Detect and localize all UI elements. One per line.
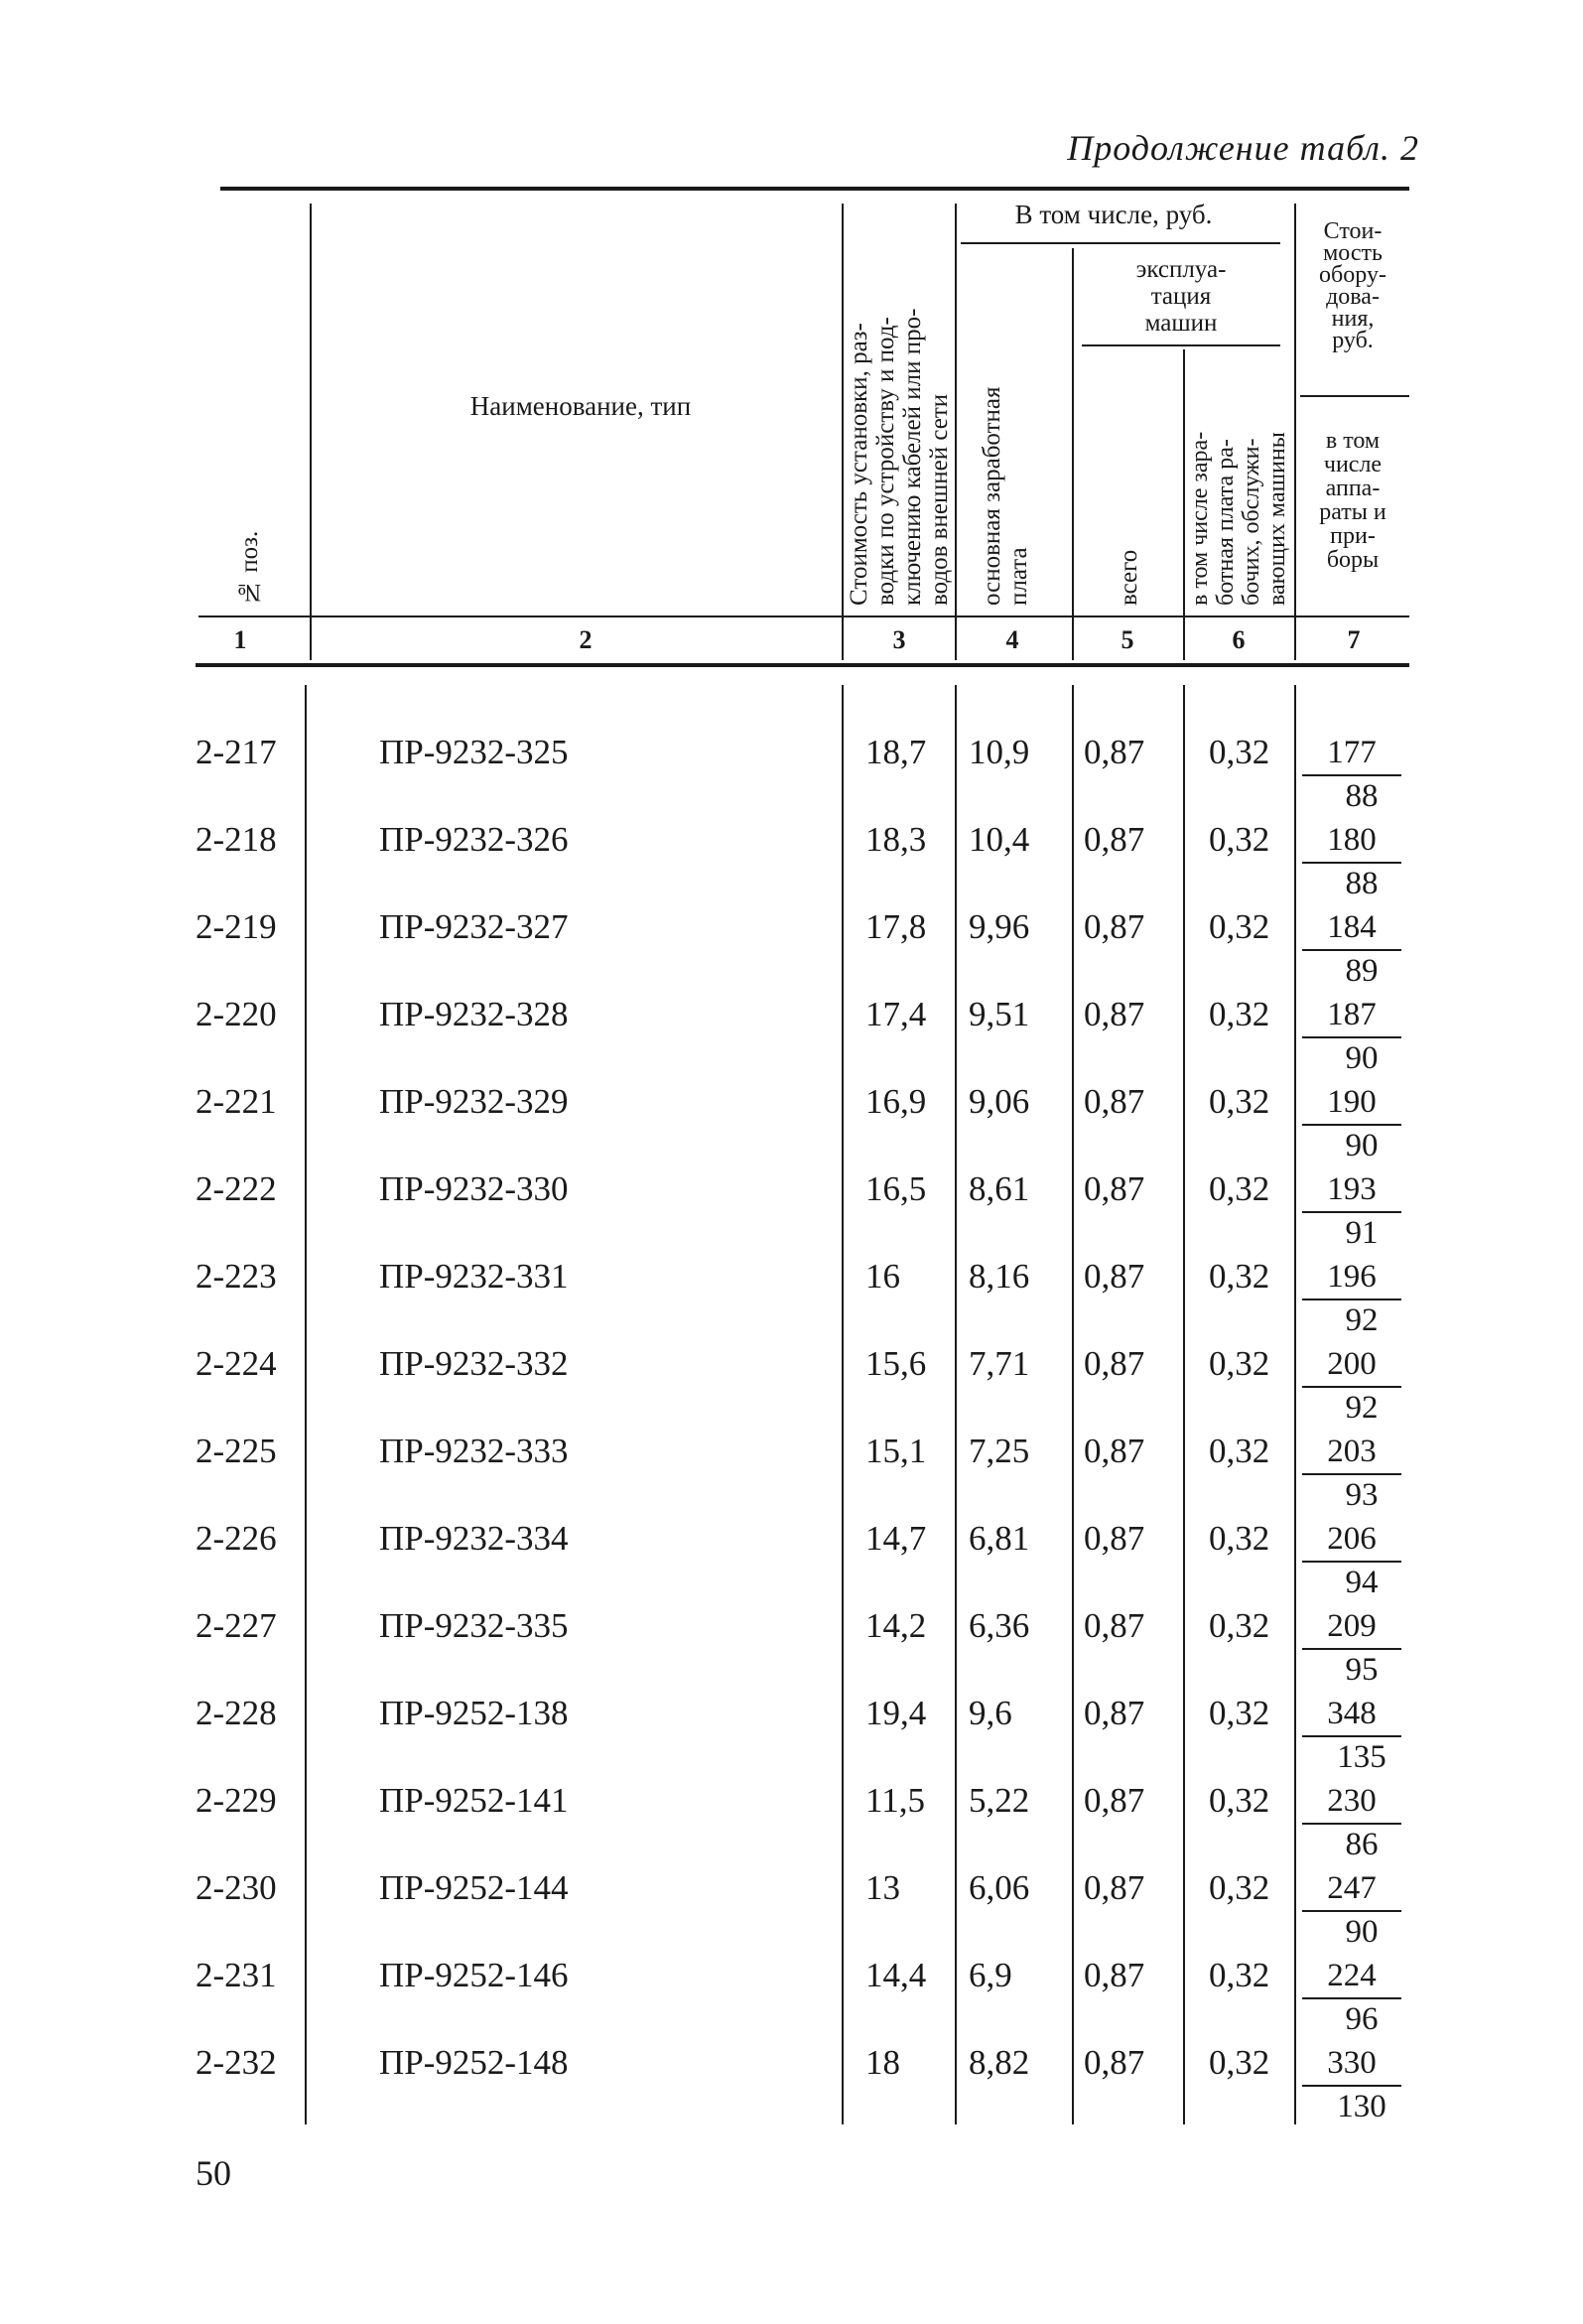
body-divider-3 (955, 685, 957, 2124)
column-number-6: 6 (1232, 625, 1246, 654)
cell-name-type: ПР-9232-329 (379, 1082, 569, 1121)
cell-base-wage: 7,25 (969, 1432, 1030, 1470)
cell-install-cost: 17,8 (865, 907, 927, 946)
cell-name-type: ПР-9232-335 (379, 1606, 569, 1645)
cell-equipment-including: 90 (1345, 1128, 1379, 1163)
cell-machine-total: 0,87 (1084, 733, 1145, 771)
cell-install-cost: 14,4 (865, 1956, 927, 1994)
cell-equipment-cost: 206 (1327, 1521, 1377, 1557)
cell-machine-wage: 0,32 (1209, 1868, 1270, 1907)
cell-position: 2-226 (196, 1519, 277, 1558)
cell-equipment-cost: 348 (1327, 1696, 1377, 1731)
cell-base-wage: 10,4 (969, 820, 1030, 859)
cell-machine-wage: 0,32 (1209, 1519, 1270, 1558)
column-number-1: 1 (233, 625, 247, 654)
cell-install-cost: 14,2 (865, 1606, 927, 1645)
header-equipment-cost: Стои- мость обору- дова- ния, руб. (1319, 218, 1386, 353)
cell-name-type: ПР-9232-326 (379, 820, 569, 859)
cell-name-type: ПР-9252-141 (379, 1781, 569, 1820)
cell-equipment-including: 96 (1345, 2001, 1379, 2037)
cell-base-wage: 6,06 (969, 1868, 1030, 1907)
cell-equipment-including: 88 (1345, 866, 1379, 901)
fraction-line (1302, 949, 1401, 951)
cell-equipment-cost: 187 (1327, 997, 1377, 1032)
cell-machine-wage: 0,32 (1209, 1956, 1270, 1994)
header-machine-wage: в том числе зара- ботная плата ра- бочих, обслужи- вающих машины (1187, 431, 1290, 606)
body-divider-5 (1183, 685, 1185, 2124)
cell-equipment-cost: 177 (1327, 735, 1377, 770)
body-divider-6 (1294, 685, 1296, 2124)
fraction-line (1302, 1473, 1401, 1475)
cell-machine-total: 0,87 (1084, 1606, 1145, 1645)
cell-name-type: ПР-9232-325 (379, 733, 569, 771)
cell-machine-wage: 0,32 (1209, 1606, 1270, 1645)
cell-base-wage: 7,71 (969, 1344, 1030, 1383)
cell-position: 2-223 (196, 1257, 277, 1296)
cell-equipment-cost: 200 (1327, 1346, 1377, 1382)
cell-base-wage: 8,16 (969, 1257, 1030, 1296)
body-divider-2 (842, 685, 844, 2124)
cell-machine-total: 0,87 (1084, 1956, 1145, 1994)
cell-install-cost: 14,7 (865, 1519, 927, 1558)
cell-equipment-including: 86 (1345, 1827, 1379, 1862)
cell-equipment-including: 88 (1345, 778, 1379, 814)
cell-equipment-including: 130 (1337, 2089, 1386, 2124)
cell-equipment-cost: 184 (1327, 909, 1377, 945)
cell-machine-total: 0,87 (1084, 1868, 1145, 1907)
header-divider-6 (1294, 204, 1296, 660)
cell-machine-wage: 0,32 (1209, 1694, 1270, 1732)
header-divider-3 (955, 204, 957, 660)
cell-install-cost: 18,3 (865, 820, 927, 859)
column-number-2: 2 (579, 625, 593, 654)
cell-machine-total: 0,87 (1084, 1169, 1145, 1208)
cell-equipment-including: 91 (1345, 1215, 1379, 1251)
column-number-4: 4 (1005, 625, 1019, 654)
body-divider-1 (305, 685, 307, 2124)
page-number: 50 (196, 2153, 231, 2193)
cell-equipment-including: 92 (1345, 1390, 1379, 1426)
cell-equipment-including: 93 (1345, 1477, 1379, 1513)
fraction-line (1302, 2085, 1401, 2087)
cell-base-wage: 9,06 (969, 1082, 1030, 1121)
header-column-number-rule (198, 615, 1409, 617)
cell-name-type: ПР-9252-148 (379, 2043, 569, 2082)
cell-base-wage: 6,9 (969, 1956, 1012, 1994)
cell-name-type: ПР-9232-328 (379, 995, 569, 1033)
cell-machine-wage: 0,32 (1209, 1432, 1270, 1470)
fraction-line (1302, 1211, 1401, 1213)
cell-equipment-including: 92 (1345, 1302, 1379, 1338)
cell-equipment-cost: 230 (1327, 1783, 1377, 1819)
cell-machine-wage: 0,32 (1209, 907, 1270, 946)
cell-position: 2-219 (196, 907, 277, 946)
fraction-line (1302, 1561, 1401, 1563)
fraction-line (1302, 1386, 1401, 1388)
header-divider-5 (1183, 349, 1185, 660)
fraction-line (1302, 1823, 1401, 1825)
cell-position: 2-227 (196, 1606, 277, 1645)
cell-equipment-including: 89 (1345, 953, 1379, 989)
header-equipment-including: в том числе аппа- раты и при- боры (1319, 428, 1386, 573)
cell-name-type: ПР-9232-327 (379, 907, 569, 946)
cell-machine-total: 0,87 (1084, 1432, 1145, 1470)
cell-equipment-including: 90 (1345, 1914, 1379, 1950)
header-name-type: Наименование, тип (469, 391, 692, 421)
cell-machine-wage: 0,32 (1209, 1344, 1270, 1383)
cell-machine-total: 0,87 (1084, 1257, 1145, 1296)
cell-position: 2-228 (196, 1694, 277, 1732)
cell-base-wage: 9,96 (969, 907, 1030, 946)
cell-name-type: ПР-9232-334 (379, 1519, 569, 1558)
cell-equipment-including: 94 (1345, 1565, 1379, 1600)
cell-machine-wage: 0,32 (1209, 2043, 1270, 2082)
cell-machine-total: 0,87 (1084, 995, 1145, 1033)
cell-equipment-including: 90 (1345, 1040, 1379, 1076)
cell-install-cost: 19,4 (865, 1694, 927, 1732)
cell-base-wage: 5,22 (969, 1781, 1030, 1820)
cell-equipment-cost: 330 (1327, 2045, 1377, 2081)
cell-name-type: ПР-9252-146 (379, 1956, 569, 1994)
cell-base-wage: 8,82 (969, 2043, 1030, 2082)
fraction-line (1302, 1299, 1401, 1300)
cell-name-type: ПР-9232-330 (379, 1169, 569, 1208)
header-base-wage: основная заработная плата (979, 386, 1032, 606)
header-including-rub: В том числе, руб. (1014, 200, 1213, 229)
fraction-line (1302, 1997, 1401, 1999)
cell-base-wage: 9,51 (969, 995, 1030, 1033)
cell-install-cost: 15,1 (865, 1432, 927, 1470)
cell-equipment-cost: 209 (1327, 1608, 1377, 1644)
cell-position: 2-220 (196, 995, 277, 1033)
cell-name-type: ПР-9232-332 (379, 1344, 569, 1383)
header-divider-1 (310, 204, 312, 660)
header-divider-4 (1072, 248, 1074, 660)
cell-equipment-cost: 196 (1327, 1259, 1377, 1295)
header-bottom-rule (196, 663, 1409, 667)
cell-position: 2-218 (196, 820, 277, 859)
cell-install-cost: 18 (865, 2043, 900, 2082)
cell-base-wage: 10,9 (969, 733, 1030, 771)
cell-position: 2-232 (196, 2043, 277, 2082)
cell-position: 2-230 (196, 1868, 277, 1907)
body-divider-4 (1072, 685, 1074, 2124)
cell-machine-total: 0,87 (1084, 2043, 1145, 2082)
cell-install-cost: 13 (865, 1868, 900, 1907)
cell-machine-total: 0,87 (1084, 1344, 1145, 1383)
fraction-line (1302, 1124, 1401, 1126)
cell-position: 2-222 (196, 1169, 277, 1208)
cell-equipment-cost: 180 (1327, 822, 1377, 858)
column-number-7: 7 (1347, 625, 1361, 654)
cell-install-cost: 18,7 (865, 733, 927, 771)
cell-base-wage: 8,61 (969, 1169, 1030, 1208)
column-number-3: 3 (892, 625, 906, 654)
header-position-number: № поз. (236, 530, 263, 606)
cell-position: 2-224 (196, 1344, 277, 1383)
cell-machine-wage: 0,32 (1209, 820, 1270, 859)
header-install-cost: Стоимость установки, раз- водки по устройству и под- ключению кабелей или про- водов внешней сети (846, 308, 953, 606)
header-machine-total: всего (1116, 549, 1142, 606)
cell-machine-total: 0,87 (1084, 907, 1145, 946)
cell-position: 2-231 (196, 1956, 277, 1994)
cell-position: 2-217 (196, 733, 277, 771)
cell-machine-wage: 0,32 (1209, 995, 1270, 1033)
cell-equipment-cost: 203 (1327, 1434, 1377, 1469)
cell-equipment-cost: 247 (1327, 1870, 1377, 1906)
fraction-line (1302, 774, 1401, 776)
cell-base-wage: 9,6 (969, 1694, 1012, 1732)
fraction-line (1302, 1910, 1401, 1912)
cell-base-wage: 6,81 (969, 1519, 1030, 1558)
table-continuation-title: Продолжение табл. 2 (1067, 128, 1419, 168)
header-machine-operation: эксплуа- тация машин (1135, 256, 1227, 337)
machine-subrule (1082, 344, 1280, 346)
equipment-subrule (1300, 395, 1409, 397)
cell-machine-wage: 0,32 (1209, 1781, 1270, 1820)
cell-machine-total: 0,87 (1084, 1519, 1145, 1558)
cell-base-wage: 6,36 (969, 1606, 1030, 1645)
fraction-line (1302, 1648, 1401, 1650)
cell-install-cost: 16 (865, 1257, 900, 1296)
cell-machine-total: 0,87 (1084, 1781, 1145, 1820)
cell-machine-wage: 0,32 (1209, 733, 1270, 771)
cell-equipment-cost: 224 (1327, 1958, 1377, 1993)
column-number-5: 5 (1121, 625, 1134, 654)
cell-install-cost: 16,5 (865, 1169, 927, 1208)
cell-position: 2-225 (196, 1432, 277, 1470)
cell-machine-wage: 0,32 (1209, 1082, 1270, 1121)
cell-equipment-including: 95 (1345, 1652, 1379, 1688)
cell-machine-wage: 0,32 (1209, 1169, 1270, 1208)
cell-install-cost: 15,6 (865, 1344, 927, 1383)
cell-machine-total: 0,87 (1084, 1082, 1145, 1121)
cell-equipment-cost: 193 (1327, 1171, 1377, 1207)
fraction-line (1302, 1036, 1401, 1038)
cell-name-type: ПР-9252-138 (379, 1694, 569, 1732)
cell-equipment-cost: 190 (1327, 1084, 1377, 1120)
cell-name-type: ПР-9232-331 (379, 1257, 569, 1296)
header-divider-2 (842, 204, 844, 660)
cell-position: 2-229 (196, 1781, 277, 1820)
header-top-rule (220, 187, 1409, 191)
cell-machine-total: 0,87 (1084, 820, 1145, 859)
cell-install-cost: 16,9 (865, 1082, 927, 1121)
cell-install-cost: 11,5 (865, 1781, 925, 1820)
fraction-line (1302, 1735, 1401, 1737)
group-subrule (961, 242, 1280, 244)
cell-machine-wage: 0,32 (1209, 1257, 1270, 1296)
fraction-line (1302, 862, 1401, 864)
cell-machine-total: 0,87 (1084, 1694, 1145, 1732)
cell-name-type: ПР-9252-144 (379, 1868, 569, 1907)
cell-install-cost: 17,4 (865, 995, 927, 1033)
cell-name-type: ПР-9232-333 (379, 1432, 569, 1470)
cell-equipment-including: 135 (1337, 1739, 1386, 1775)
cell-position: 2-221 (196, 1082, 277, 1121)
